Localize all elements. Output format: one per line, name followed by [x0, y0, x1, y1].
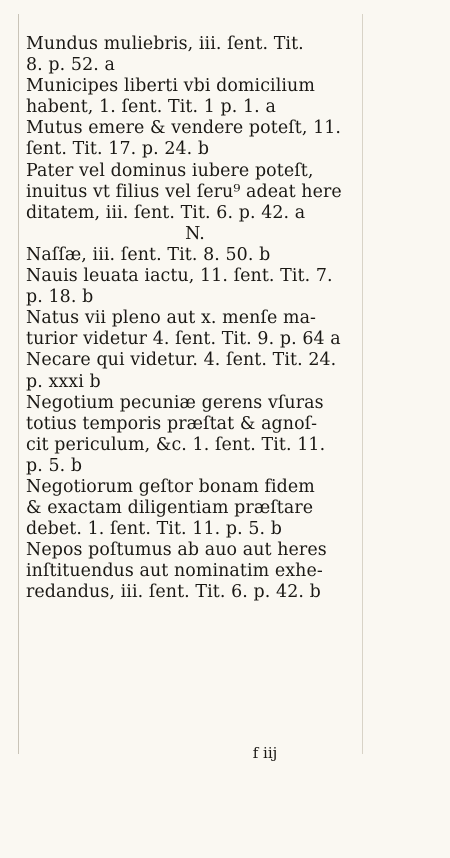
index-entries — [26, 34, 364, 604]
entry-line: ſent. Tit. 17. p. 24. b — [26, 139, 210, 160]
entry-line: ditatem, iii. ſent. Tit. 6. p. 42. a — [26, 202, 306, 223]
entry-line: inſtituendus aut nominatim exhe- — [26, 561, 323, 582]
entry-line: Mutus emere & vendere poteſt, 11. — [26, 118, 342, 139]
entry-line: Nauis leuata iactu, 11. ſent. Tit. 7. — [26, 266, 333, 287]
entry-line: Necare qui videtur. 4. ſent. Tit. 24. — [26, 350, 337, 371]
entry-line: & exactam diligentiam præſtare — [26, 498, 314, 519]
entry-line: Mundus muliebris, iii. ſent. Tit. — [26, 34, 304, 54]
left-margin-rule — [18, 14, 19, 754]
entry-line: totius temporis præſtat & agnoſ- — [26, 413, 318, 434]
entry-line: p. 18. b — [26, 287, 94, 308]
entry-line: Pater vel dominus iubere poteſt, — [26, 160, 314, 181]
entry-line: debet. 1. ſent. Tit. 11. p. 5. b — [26, 519, 283, 540]
entry-line: p. xxxi b — [26, 371, 101, 392]
entry-line: habent, 1. ſent. Tit. 1 p. 1. a — [26, 97, 276, 118]
signature-text: f iij — [252, 744, 278, 762]
entry-line: inuitus vt filius vel ſeru⁹ adeat here — [26, 181, 342, 202]
entry-line: Negotiorum geſtor bonam fidem — [26, 476, 315, 497]
entry-line: Nepos poſtumus ab auo aut heres — [26, 540, 327, 561]
entry-line: p. 5. b — [26, 455, 83, 476]
entry-line: Naſſæ, iii. ſent. Tit. 8. 50. b — [26, 244, 271, 265]
entry-line: Natus vii pleno aut x. menſe ma- — [26, 308, 317, 329]
entry-line: Municipes liberti vbi domicilium — [26, 76, 315, 97]
signature-mark — [0, 744, 450, 762]
entry-line: Negotium pecuniæ gerens vſuras — [26, 392, 324, 413]
section-heading: N. — [185, 223, 205, 244]
entry-line: 8. p. 52. a — [26, 55, 115, 76]
entry-line: turior videtur 4. ſent. Tit. 9. p. 64 a — [26, 329, 341, 350]
entry-line: cit periculum, &c. 1. ſent. Tit. 11. — [26, 434, 326, 455]
entry-line: redandus, iii. ſent. Tit. 6. p. 42. b — [26, 582, 321, 603]
